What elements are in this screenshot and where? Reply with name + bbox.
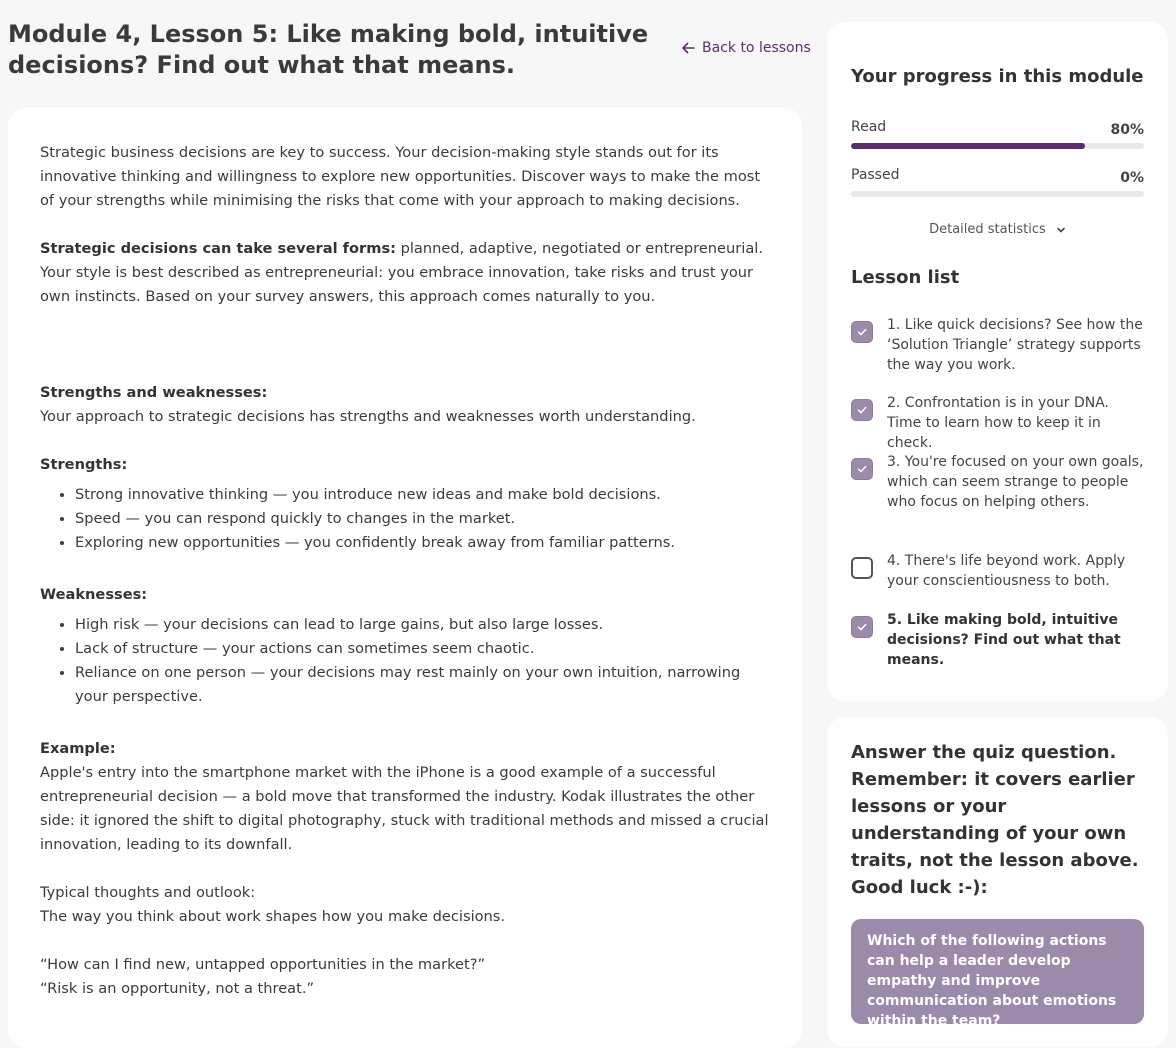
sw-text: Your approach to strategic decisions has strengths and weaknesses worth understanding. bbox=[40, 408, 696, 425]
example-heading: Example: bbox=[40, 740, 116, 757]
quiz-question: Which of the following actions can help a leader develop empathy and improve communication about emotions within the team? bbox=[851, 919, 1144, 1024]
lesson-item-4[interactable] bbox=[851, 551, 1144, 591]
list-item: • Speed — you can respond quickly to changes in the market. bbox=[75, 507, 770, 531]
quiz-panel bbox=[827, 717, 1168, 1047]
quiz-title: Answer the quiz question. Remember: it covers earlier lessons or your understanding of your own traits, not the lesson above. Good luck :-): bbox=[851, 742, 1139, 898]
read-progress-bar bbox=[851, 143, 1144, 149]
back-to-lessons-link[interactable] bbox=[680, 40, 811, 56]
lesson-list-title: Lesson list bbox=[851, 267, 960, 288]
check-icon bbox=[856, 621, 868, 633]
thoughts-text: The way you think about work shapes how you make decisions. bbox=[40, 908, 506, 925]
read-label: Read bbox=[851, 119, 887, 135]
forms-heading: Strategic decisions can take several forms: bbox=[40, 240, 396, 257]
list-item: • Lack of structure — your actions can sometimes seem chaotic. bbox=[75, 637, 770, 661]
forms-text: planned, adaptive, negotiated or entrepreneurial. Your style is best described as entrepreneurial: you embrace innovation, take risks and trust your own instincts. Based on your survey answers, this approach comes naturally to you. bbox=[40, 240, 763, 305]
quote-2: “Risk is an opportunity, not a threat.” bbox=[40, 980, 315, 997]
check-icon bbox=[856, 326, 868, 338]
list-item: • High risk — your decisions can lead to large gains, but also large losses. bbox=[75, 613, 770, 637]
detailed-statistics-toggle[interactable] bbox=[827, 222, 1168, 237]
lesson-checkbox[interactable] bbox=[851, 458, 873, 480]
back-to-lessons-label: Back to lessons bbox=[702, 40, 811, 56]
arrow-left-icon bbox=[680, 40, 696, 56]
sw-heading: Strengths and weaknesses: bbox=[40, 384, 268, 401]
progress-title: Your progress in this module bbox=[851, 66, 1144, 87]
lesson-checkbox[interactable] bbox=[851, 616, 873, 638]
passed-label: Passed bbox=[851, 167, 900, 183]
example-text: Apple's entry into the smartphone market with the iPhone is a good example of a successful entrepreneurial decision — a bold move that transformed the industry. Kodak illustrates the other side: it ignored the shift to digital photography, stuck with traditional methods and missed a crucial innovation, leading to its downfall. bbox=[40, 764, 769, 853]
lesson-checkbox[interactable] bbox=[851, 557, 873, 579]
thoughts-heading: Typical thoughts and outlook: bbox=[40, 884, 256, 901]
lesson-item-2[interactable] bbox=[851, 393, 1144, 453]
strengths-heading: Strengths: bbox=[40, 456, 128, 473]
detailed-statistics-label: Detailed statistics bbox=[929, 222, 1046, 237]
chevron-down-icon bbox=[1056, 225, 1066, 235]
lesson-checkbox[interactable] bbox=[851, 399, 873, 421]
list-item: • Exploring new opportunities — you confidently break away from familiar patterns. bbox=[75, 531, 770, 555]
read-progress-fill bbox=[851, 143, 1085, 149]
intro-paragraph: Strategic business decisions are key to success. Your decision-making style stands out for its innovative thinking and willingness to explore new opportunities. Discover ways to make the most of your strengths while minimising the risks that come with your approach to making decisions. bbox=[40, 144, 761, 209]
weaknesses-list bbox=[40, 613, 770, 709]
lesson-label[interactable]: 1. Like quick decisions? See how the ‘Solution Triangle’ strategy supports the way you work. bbox=[887, 317, 1143, 373]
check-icon bbox=[856, 404, 868, 416]
check-icon bbox=[856, 463, 868, 475]
lesson-label[interactable]: 2. Confrontation is in your DNA. Time to learn how to keep it in check. bbox=[887, 395, 1109, 451]
quote-1: “How can I find new, untapped opportunities in the market?” bbox=[40, 956, 486, 973]
passed-value: 0% bbox=[1120, 170, 1144, 186]
lesson-label[interactable]: 4. There's life beyond work. Apply your conscientiousness to both. bbox=[887, 553, 1126, 589]
list-item: • Reliance on one person — your decisions may rest mainly on your own intuition, narrowing your perspective. bbox=[75, 661, 770, 709]
read-value: 80% bbox=[1110, 122, 1144, 138]
lesson-label[interactable]: 5. Like making bold, intuitive decisions? Find out what that means. bbox=[887, 612, 1121, 668]
forms-paragraph bbox=[40, 237, 770, 309]
lesson-label[interactable]: 3. You're focused on your own goals, which can seem strange to people who focus on helping others. bbox=[887, 454, 1144, 510]
weaknesses-heading: Weaknesses: bbox=[40, 586, 148, 603]
strengths-list bbox=[40, 483, 770, 555]
lesson-item-3[interactable] bbox=[851, 452, 1144, 512]
progress-panel bbox=[827, 22, 1168, 701]
lesson-item-1[interactable] bbox=[851, 315, 1144, 375]
lesson-content bbox=[8, 108, 802, 1048]
page-title: Module 4, Lesson 5: Like making bold, intuitive decisions? Find out what that means. bbox=[8, 20, 649, 79]
passed-progress-bar bbox=[851, 191, 1144, 197]
lesson-checkbox[interactable] bbox=[851, 321, 873, 343]
list-item: • Strong innovative thinking — you introduce new ideas and make bold decisions. bbox=[75, 483, 770, 507]
lesson-item-5[interactable] bbox=[851, 610, 1144, 670]
